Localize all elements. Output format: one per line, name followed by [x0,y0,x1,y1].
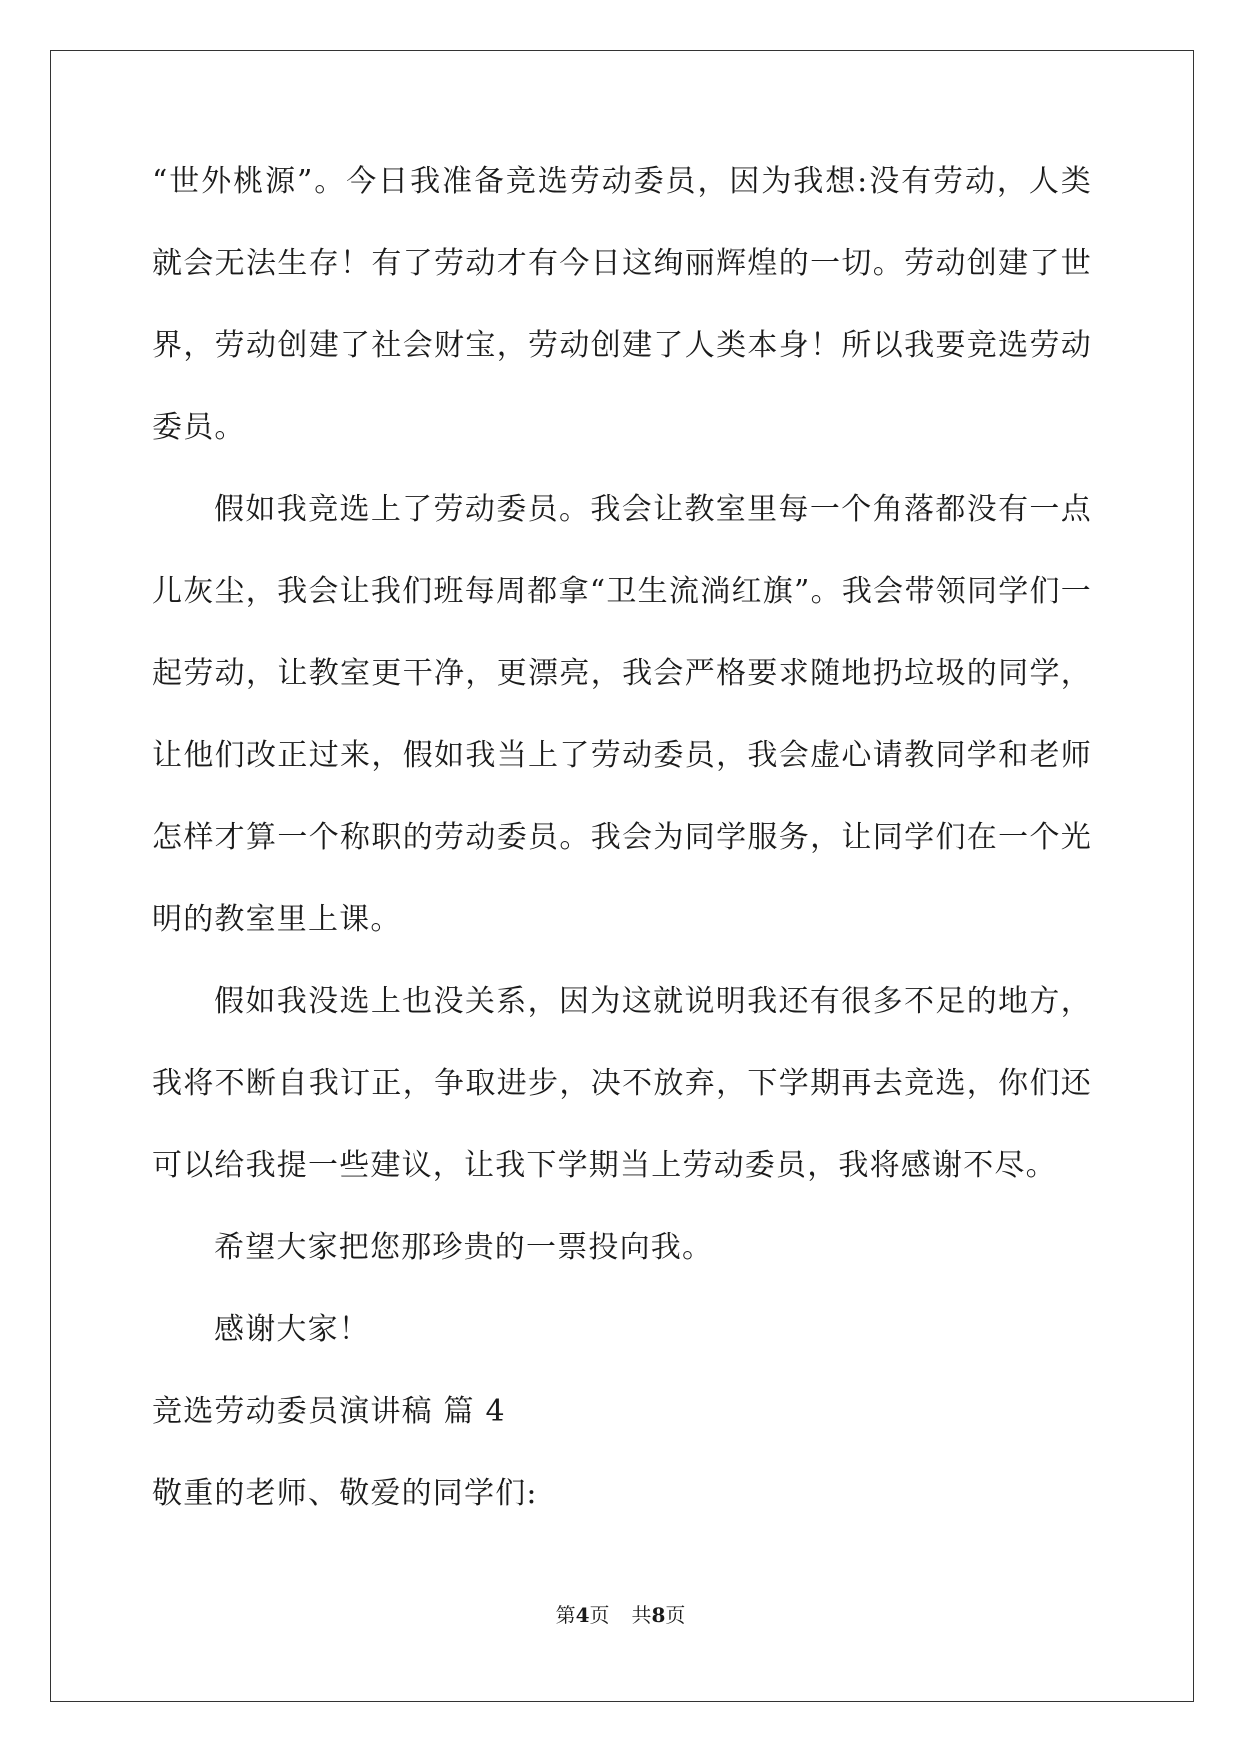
total-unit: 页 [665,1603,686,1627]
text-line-10: 明的教室里上课。 [152,902,402,937]
text-line-5: 假如我竞选上了劳动委员。我会让教室里每一个角落都没有一点 [214,492,1092,527]
section-heading: 竞选劳动委员演讲稿 篇 4 [152,1394,506,1429]
total-prefix: 共 [631,1603,652,1627]
text-line-3: 界，劳动创建了社会财宝，劳动创建了人类本身！所以我要竞选劳动 [152,328,1092,363]
page-current: 4 [575,1603,590,1627]
text-line-13: 可以给我提一些建议，让我下学期当上劳动委员，我将感谢不尽。 [152,1148,1057,1183]
text-line-6: 儿灰尘，我会让我们班每周都拿“卫生流淌红旗”。我会带领同学们一 [152,574,1092,609]
text-line-14: 希望大家把您那珍贵的一票投向我。 [214,1230,714,1265]
text-line-12: 我将不断自我订正，争取进步，决不放弃，下学期再去竞选，你们还 [152,1066,1092,1101]
text-line-1: “世外桃源”。今日我准备竞选劳动委员，因为我想:没有劳动，人类 [152,164,1092,199]
text-line-2: 就会无法生存！有了劳动才有今日这绚丽辉煌的一切。劳动创建了世 [152,246,1092,281]
page-footer [0,1602,1241,1628]
text-line-8: 让他们改正过来，假如我当上了劳动委员，我会虚心请教同学和老师 [152,738,1092,773]
text-line-15: 感谢大家！ [214,1312,370,1347]
document-body [152,156,1092,1550]
page-unit: 页 [589,1603,610,1627]
text-line-9: 怎样才算一个称职的劳动委员。我会为同学服务，让同学们在一个光 [152,820,1092,855]
salutation: 敬重的老师、敬爱的同学们: [152,1476,538,1511]
page-total: 8 [651,1603,666,1627]
page-prefix: 第 [555,1603,576,1627]
text-line-7: 起劳动，让教室更干净，更漂亮，我会严格要求随地扔垃圾的同学， [152,656,1092,691]
text-line-11: 假如我没选上也没关系，因为这就说明我还有很多不足的地方， [214,984,1092,1019]
text-line-4: 委员。 [152,410,246,445]
